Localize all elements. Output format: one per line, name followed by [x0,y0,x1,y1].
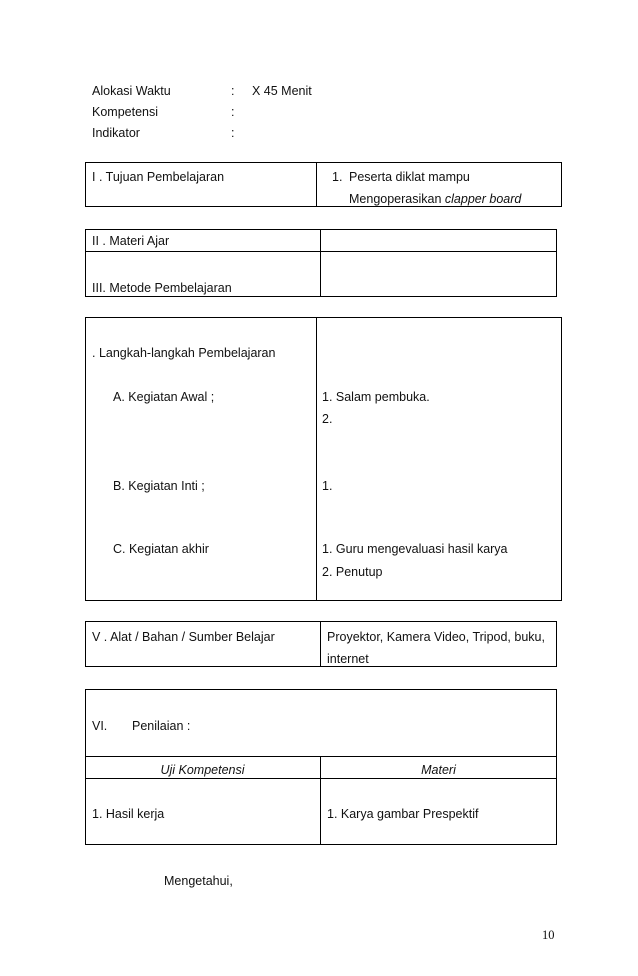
kegiatan-akhir-item2: 2. Penutup [322,565,383,579]
materi-col-divider [320,229,321,297]
alokasi-waktu-label: Alokasi Waktu [92,84,171,98]
alat-divider [320,621,321,667]
kompetensi-colon: : [231,105,235,119]
penilaian-row1-col1: 1. Hasil kerja [92,807,165,821]
tujuan-item-prefix: Mengoperasikan [349,192,445,206]
mengetahui-text: Mengetahui, [164,874,233,888]
langkah-divider [316,317,317,601]
kegiatan-akhir-label: C. Kegiatan akhir [113,542,209,556]
page-number: 10 [542,928,555,942]
kegiatan-inti-item1: 1. [322,479,333,493]
tujuan-divider [316,162,317,207]
tujuan-item-italic: clapper board [444,192,522,206]
penilaian-title-divider [85,756,557,757]
metode-label: III. Metode Pembelajaran [92,281,232,295]
penilaian-col2-header: Materi [421,763,456,777]
alat-value-line2: internet [327,652,369,666]
alokasi-waktu-colon: : [231,84,235,98]
kompetensi-label: Kompetensi [92,105,159,119]
kegiatan-akhir-item1: 1. Guru mengevaluasi hasil karya [322,542,508,556]
kegiatan-awal-label: A. Kegiatan Awal ; [113,390,215,404]
penilaian-row1-col2: 1. Karya gambar Prespektif [327,807,479,821]
tujuan-item-line1: Peserta diklat mampu [349,170,470,184]
kegiatan-inti-label: B. Kegiatan Inti ; [113,479,205,493]
tujuan-item-line2 [349,192,521,206]
tujuan-label: I . Tujuan Pembelajaran [92,170,225,184]
penilaian-label: Penilaian : [132,719,191,733]
indikator-label: Indikator [92,126,140,140]
alokasi-waktu-value: X 45 Menit [252,84,312,98]
alat-label: V . Alat / Bahan / Sumber Belajar [92,630,275,644]
kegiatan-awal-item2: 2. [322,412,333,426]
materi-row-divider [85,251,557,252]
penilaian-header-divider [85,778,557,779]
indikator-colon: : [231,126,235,140]
penilaian-col1-header: Uji Kompetensi [160,763,245,777]
penilaian-number: VI. [92,719,108,733]
materi-ajar-label: II . Materi Ajar [92,234,170,248]
kegiatan-awal-item1: 1. Salam pembuka. [322,390,430,404]
alat-table [85,621,557,667]
langkah-title: . Langkah-langkah Pembelajaran [92,346,276,360]
alat-value-line1: Proyektor, Kamera Video, Tripod, buku, [327,630,545,644]
tujuan-item-number: 1. [332,170,343,184]
